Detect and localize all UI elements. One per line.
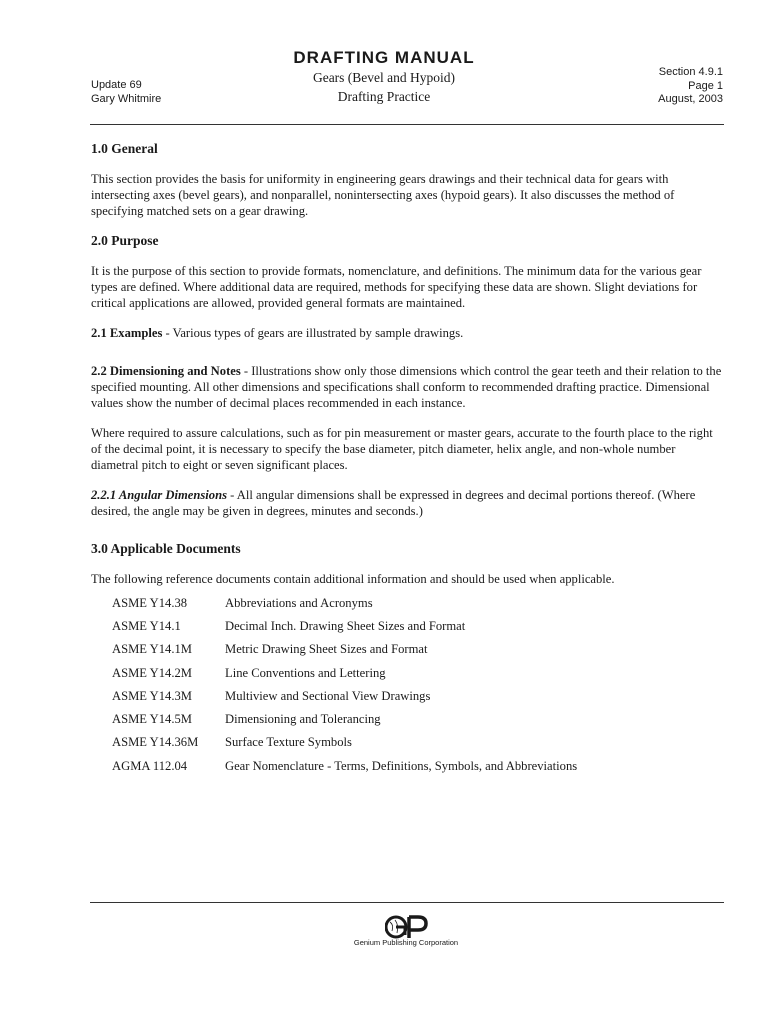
documents-intro: The following reference documents contain additional information and should be used when applicable.	[91, 572, 615, 586]
document-title: Abbreviations and Acronyms	[225, 595, 373, 610]
document-row	[112, 754, 725, 777]
document-row	[112, 614, 725, 637]
gp-logo-icon	[385, 914, 429, 940]
document-subtitle: Gears (Bevel and Hypoid)	[312, 70, 456, 85]
header-divider	[90, 124, 724, 125]
document-title: Line Conventions and Lettering	[225, 665, 386, 680]
examples-text: - Various types of gears are illustrated by sample drawings.	[162, 326, 464, 340]
document-body	[91, 141, 725, 777]
dimensioning-text: - Illustrations show only those dimensions which control the gear teeth and their relation to the specified mounting. All other dimensions and specifications shall conform to recommended drafting practice. Dimensional values show the number of decimal places recommended in each instance.	[91, 364, 722, 410]
document-title: Metric Drawing Sheet Sizes and Format	[225, 642, 428, 657]
document-code: ASME Y14.36M	[112, 735, 199, 750]
document-row	[112, 731, 725, 754]
section-number: Section 4.9.1	[658, 66, 723, 78]
dimensioning-paragraph	[91, 363, 725, 411]
author-name: Gary Whitmire	[91, 92, 162, 105]
manual-title: DRAFTING MANUAL	[293, 48, 475, 67]
general-paragraph: This section provides the basis for uniformity in engineering gears drawings and their technical data for gears with intersecting axes (bevel gears), and nonparallel, nonintersecting axes (hypoid gears). It also discusses the method of specifying matched sets on a gear drawing.	[91, 172, 675, 218]
examples-label: 2.1 Examples	[91, 326, 163, 340]
document-code: ASME Y14.3M	[112, 688, 193, 703]
logo-text: GP	[385, 914, 387, 915]
examples-paragraph	[91, 325, 725, 341]
section-heading-documents: 3.0 Applicable Documents	[91, 541, 241, 556]
document-row	[112, 684, 725, 707]
document-row	[112, 661, 725, 684]
document-title: Gear Nomenclature - Terms, Definitions, Symbols, and Abbreviations	[225, 758, 578, 773]
document-title: Decimal Inch. Drawing Sheet Sizes and Format	[225, 618, 466, 633]
section-heading-purpose: 2.0 Purpose	[91, 233, 159, 248]
footer-divider	[90, 902, 724, 903]
documents-list	[91, 591, 725, 777]
dimensioning-label: 2.2 Dimensioning and Notes	[91, 364, 241, 378]
document-row	[112, 591, 725, 614]
section-heading-general: 1.0 General	[91, 141, 158, 156]
document-title: Surface Texture Symbols	[225, 735, 352, 750]
document-code: ASME Y14.1	[112, 618, 181, 633]
publisher-name: Genium Publishing Corporation	[353, 938, 459, 947]
header-right-block	[658, 66, 723, 107]
document-code: ASME Y14.2M	[112, 665, 193, 680]
document-date: August, 2003	[658, 93, 723, 105]
header-left-block	[91, 79, 161, 106]
document-code: ASME Y14.1M	[112, 642, 193, 657]
document-row	[112, 707, 725, 730]
angular-paragraph	[91, 487, 725, 519]
document-code: AGMA 112.04	[112, 758, 188, 773]
document-title: Dimensioning and Tolerancing	[225, 712, 381, 727]
document-title: Multiview and Sectional View Drawings	[225, 688, 431, 703]
angular-text: - All angular dimensions shall be expressed in degrees and decimal portions thereof. (Where desired, the angle may be given in degrees, minutes and seconds.)	[91, 488, 696, 518]
purpose-paragraph: It is the purpose of this section to provide formats, nomenclature, and definitions. The minimum data for the various gear types are defined. Where additional data are required, methods for specifying these data are shown. Slight deviations for critical applications are allowed, provided general formats are maintained.	[91, 264, 702, 310]
document-row	[112, 638, 725, 661]
document-code: ASME Y14.5M	[112, 712, 193, 727]
angular-label: 2.2.1 Angular Dimensions	[91, 488, 228, 502]
calculation-paragraph: Where required to assure calculations, such as for pin measurement or master gears, accurate to the fourth place to the right of the decimal point, it is necessary to specify the base diameter, pitch diameter, helix angle, and non-whole number diametral pitch to eight or seven significant places.	[91, 426, 713, 472]
document-code: ASME Y14.38	[112, 595, 188, 610]
page-number: Page 1	[688, 79, 723, 92]
document-subtitle-secondary: Drafting Practice	[337, 89, 431, 104]
update-number: Update 69	[91, 79, 142, 91]
